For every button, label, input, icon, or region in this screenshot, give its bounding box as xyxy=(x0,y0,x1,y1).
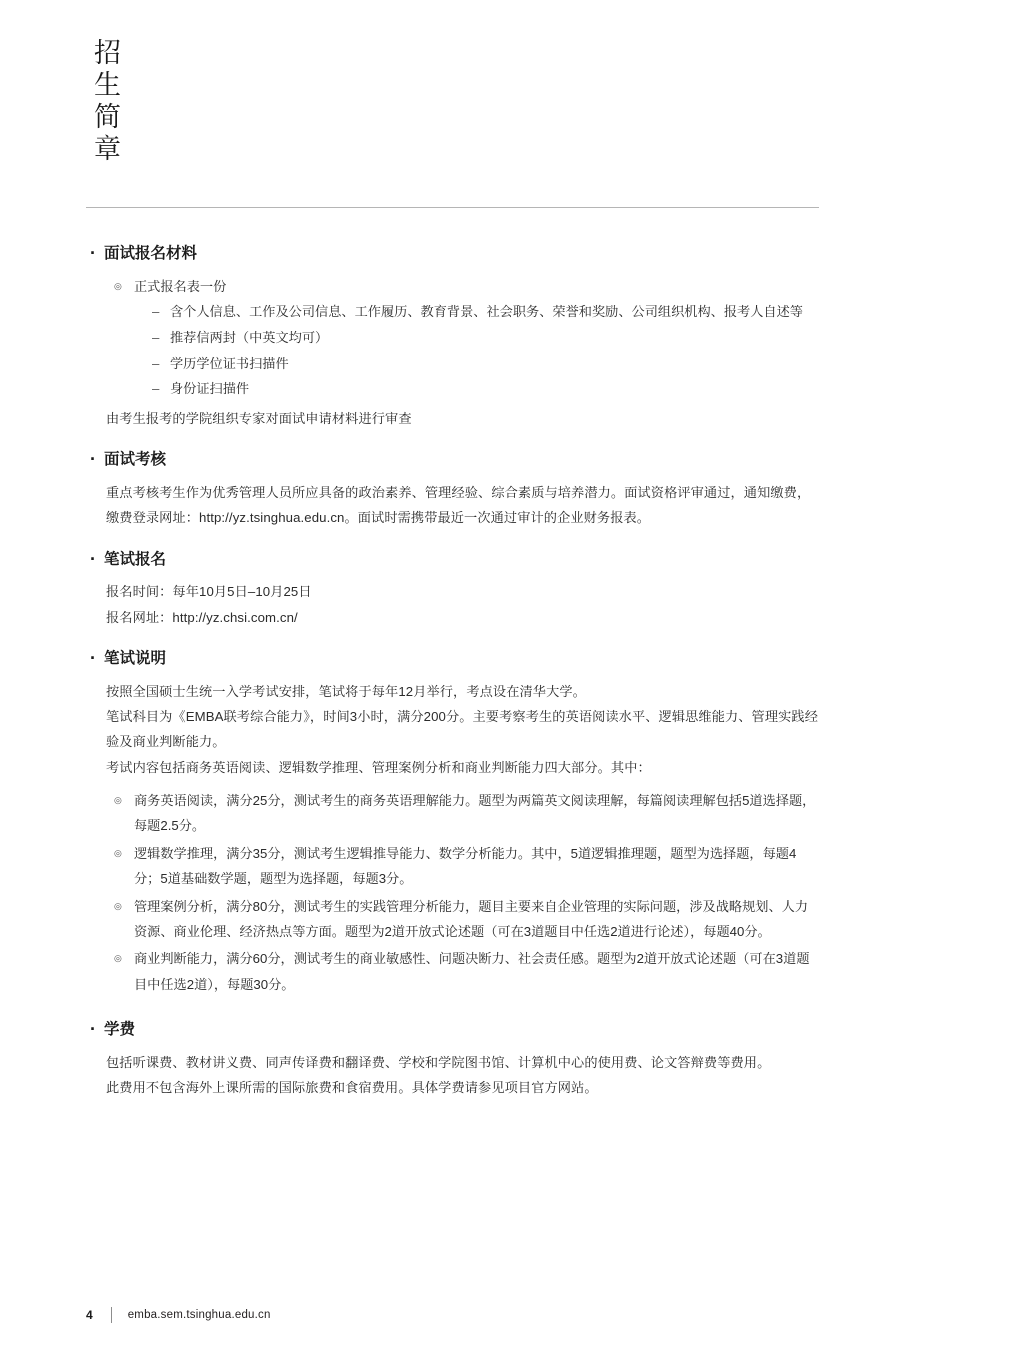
page-vertical-title xyxy=(86,38,130,165)
list-item: – 含个人信息、工作及公司信息、工作履历、教育背景、社会职务、荣誉和奖励、公司组织机构、报考人自述等 xyxy=(152,299,821,325)
section-heading: · 面试报名材料 xyxy=(86,243,821,265)
list-item: ◎ 商务英语阅读，满分25分，测试考生的商务英语理解能力。题型为两篇英文阅读理解，每篇阅读理解包括5道选择题，每题2.5分。 xyxy=(114,788,821,839)
document-body xyxy=(86,243,821,1118)
paragraph: 报名网址：http://yz.chsi.com.cn/ xyxy=(106,609,298,625)
section-tuition xyxy=(86,1019,821,1100)
paragraph: 报名时间：每年10月5日–10月25日 xyxy=(106,584,312,600)
vertical-title-char-2: 生 xyxy=(94,69,122,100)
list-item: ◎ 商业判断能力，满分60分，测试考生的商业敏感性、问题决断力、社会责任感。题型为2道开放式论述题（可在3道题目中任选2道），每题30分。 xyxy=(114,946,821,997)
section-heading: · 笔试说明 xyxy=(86,648,821,670)
list-item: – 推荐信两封（中英文均可） xyxy=(152,325,821,351)
section-interview-materials xyxy=(86,243,821,431)
section-note: 由考生报考的学院组织专家对面试申请材料进行审查 xyxy=(106,410,412,426)
vertical-title-char-1: 招 xyxy=(94,38,122,68)
paragraph: 笔试科目为《EMBA联考综合能力》，时间3小时，满分200分。主要考察考生的英语阅读水平、逻辑思维能力、管理实践经验及商业判断能力。 xyxy=(106,709,818,750)
footer-divider xyxy=(111,1307,112,1323)
page-number: 4 xyxy=(86,1308,93,1322)
vertical-title-char-4: 章 xyxy=(94,133,122,164)
page-footer xyxy=(86,1307,819,1323)
footer-website: emba.sem.tsinghua.edu.cn xyxy=(127,1309,271,1321)
paragraph: 此费用不包含海外上课所需的国际旅费和食宿费用。具体学费请参见项目官方网站。 xyxy=(106,1079,598,1095)
list-item: – 身份证扫描件 xyxy=(152,376,821,402)
materials-list xyxy=(114,274,821,402)
paragraph: 包括听课费、教材讲义费、同声传译费和翻译费、学校和学院图书馆、计算机中心的使用费、论文答辩费等费用。 xyxy=(106,1054,771,1070)
list-item: ◎ 逻辑数学推理，满分35分，测试考生逻辑推导能力、数学分析能力。其中，5道逻辑推理题，题型为选择题，每题4分；5道基础数学题，题型为选择题，每题3分。 xyxy=(114,841,821,892)
list-item-label: 正式报名表一份 xyxy=(134,278,227,294)
section-heading: · 面试考核 xyxy=(86,449,821,471)
section-written-exam-registration xyxy=(86,549,821,630)
vertical-title-char-3: 简 xyxy=(94,101,122,132)
exam-parts-list xyxy=(114,788,821,997)
section-interview-assessment xyxy=(86,449,821,530)
section-heading: · 学费 xyxy=(86,1019,821,1041)
section-heading: · 笔试报名 xyxy=(86,549,821,571)
list-item: – 学历学位证书扫描件 xyxy=(152,351,821,377)
paragraph: 考试内容包括商务英语阅读、逻辑数学推理、管理案例分析和商业判断能力四大部分。其中： xyxy=(106,759,651,775)
list-item: ◎ 管理案例分析，满分80分，测试考生的实践管理分析能力，题目主要来自企业管理的实际问题，涉及战略规划、人力资源、商业伦理、经济热点等方面。题型为2道开放式论述题（可在3道题目中任选2道进行论述），每题40分。 xyxy=(114,894,821,945)
list-item xyxy=(114,274,821,402)
paragraph: 重点考核考生作为优秀管理人员所应具备的政治素养、管理经验、综合素质与培养潜力。面试资格评审通过，通知缴费，缴费登录网址：http://yz.tsinghua.edu.cn。面试时需携带最近一次通过审计的企业财务报表。 xyxy=(106,485,811,526)
materials-sublist xyxy=(152,299,821,402)
section-written-exam-description xyxy=(86,648,821,1017)
paragraph: 按照全国硕士生统一入学考试安排，笔试将于每年12月举行，考点设在清华大学。 xyxy=(106,683,586,699)
header-divider xyxy=(86,207,819,208)
